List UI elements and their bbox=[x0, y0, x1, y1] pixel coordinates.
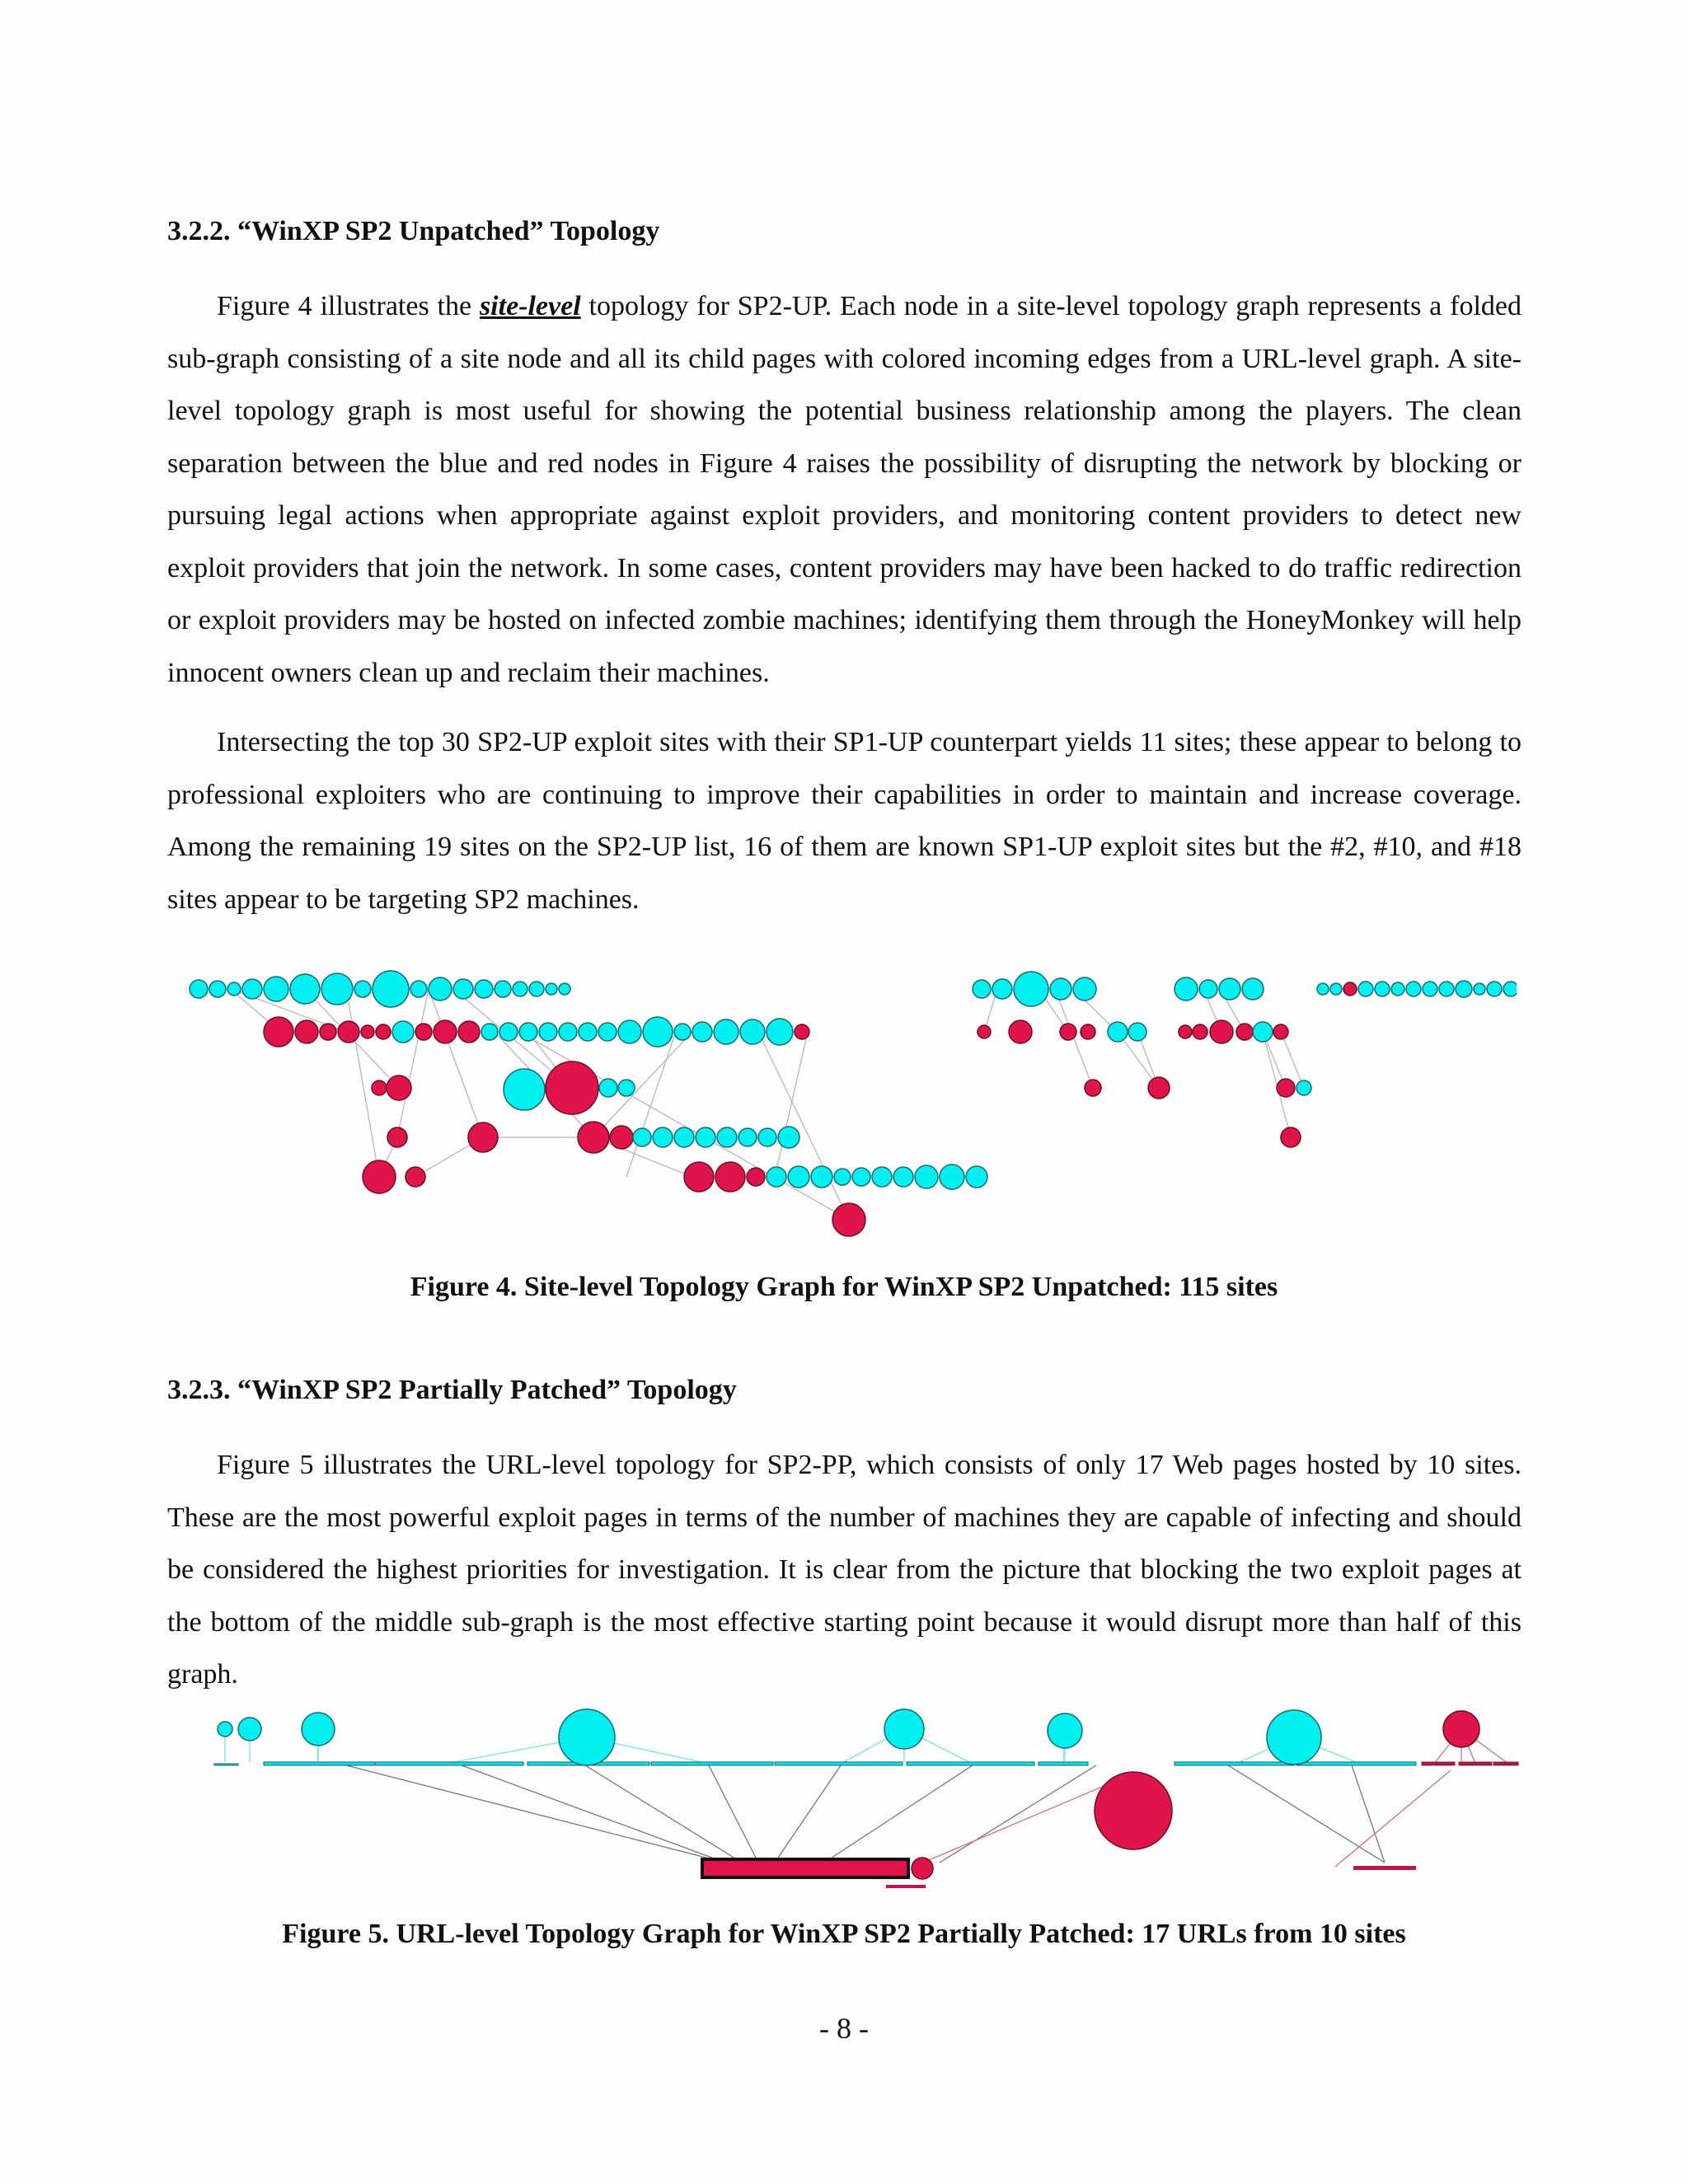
content-provider-node bbox=[811, 1166, 832, 1188]
url-page-bar bbox=[375, 1762, 523, 1765]
graph-edge bbox=[397, 989, 429, 1137]
content-provider-node bbox=[633, 1128, 651, 1146]
exploit-provider-node bbox=[415, 1024, 432, 1040]
exploit-provider-node bbox=[1210, 1020, 1233, 1043]
content-provider-node bbox=[1503, 982, 1517, 996]
content-provider-node bbox=[238, 1718, 261, 1741]
content-provider-node bbox=[653, 1127, 673, 1147]
exploit-provider-node bbox=[832, 1203, 865, 1236]
content-provider-node bbox=[1175, 977, 1198, 1001]
graph-edge bbox=[346, 1765, 725, 1863]
content-provider-node bbox=[740, 1019, 765, 1044]
exploit-provider-node bbox=[1179, 1025, 1192, 1038]
content-provider-node bbox=[579, 1023, 597, 1041]
content-provider-node bbox=[834, 1169, 851, 1185]
content-provider-node bbox=[1242, 978, 1264, 1000]
paragraph-3-2-2-2: Intersecting the top 30 SP2-UP exploit sites with their SP1-UP counterpart yields 11 sites; these appear to belong to professional exploiters who are continuing to improve their capabilities in order to maintain and increase coverage. Among the remaining 19 sites on the SP2-UP list, 16 of them are known SP1-UP exploit sites but the #2, #10, and #18 sites appear to be targeting SP2 machines. bbox=[167, 727, 1522, 915]
exploit-provider-node bbox=[1236, 1024, 1253, 1040]
content-provider-node bbox=[1474, 983, 1485, 995]
content-provider-node bbox=[1330, 983, 1342, 995]
exploit-provider-node bbox=[1343, 982, 1357, 996]
exploit-provider-node bbox=[1148, 1077, 1170, 1099]
url-page-bar bbox=[264, 1762, 375, 1765]
content-provider-node bbox=[1073, 977, 1096, 1001]
content-provider-node bbox=[696, 1127, 715, 1147]
content-provider-node bbox=[872, 1167, 892, 1187]
exploit-provider-node bbox=[1081, 1024, 1095, 1039]
url-page-bar bbox=[907, 1762, 1034, 1765]
content-provider-node bbox=[1219, 978, 1240, 1000]
content-provider-node bbox=[392, 1021, 414, 1043]
graph-edge bbox=[775, 1765, 841, 1863]
content-provider-node bbox=[499, 1023, 518, 1041]
content-provider-node bbox=[1317, 983, 1329, 995]
section-heading-3-2-3: 3.2.3. “WinXP SP2 Partially Patched” Topology bbox=[167, 1375, 737, 1405]
content-provider-node bbox=[1456, 981, 1472, 997]
url-page-bar bbox=[886, 1885, 926, 1888]
content-provider-node bbox=[190, 980, 208, 998]
url-page-bar bbox=[651, 1762, 773, 1765]
page-number: - 8 - bbox=[819, 2012, 869, 2045]
exploit-provider-node bbox=[1277, 1079, 1295, 1097]
content-provider-node bbox=[1050, 978, 1071, 1000]
exploit-provider-node bbox=[578, 1122, 609, 1153]
content-provider-node bbox=[973, 980, 991, 998]
graph-edge bbox=[758, 1032, 849, 1220]
exploit-provider-node bbox=[1085, 1080, 1101, 1096]
content-provider-node bbox=[209, 981, 226, 997]
content-provider-node bbox=[354, 981, 371, 997]
exploit-provider-node bbox=[546, 1062, 598, 1114]
content-provider-node bbox=[767, 1167, 786, 1187]
content-provider-node bbox=[618, 1020, 641, 1043]
content-provider-node bbox=[529, 982, 544, 996]
content-provider-node bbox=[495, 981, 511, 997]
graph-edge bbox=[429, 989, 483, 1137]
exploit-provider-node bbox=[1095, 1772, 1172, 1849]
figure-5-caption: Figure 5. URL-level Topology Graph for WinXP SP2 Partially Patched: 17 URLs from 10 sites bbox=[282, 1919, 1406, 1949]
url-page-bar bbox=[775, 1762, 903, 1765]
content-provider-node bbox=[643, 1017, 673, 1047]
exploit-provider-node bbox=[458, 1021, 480, 1043]
content-provider-node bbox=[992, 979, 1012, 999]
exploit-provider-node bbox=[387, 1127, 407, 1147]
content-provider-node bbox=[481, 1024, 498, 1040]
exploit-page-block bbox=[702, 1859, 908, 1877]
content-provider-node bbox=[1108, 1022, 1128, 1042]
exploit-provider-node bbox=[715, 1162, 745, 1192]
content-provider-node bbox=[788, 1166, 809, 1188]
content-provider-node bbox=[373, 971, 409, 1007]
graph-edge bbox=[462, 1765, 725, 1863]
exploit-provider-node bbox=[387, 1076, 411, 1100]
content-provider-node bbox=[321, 973, 353, 1005]
content-provider-node bbox=[475, 980, 493, 998]
exploit-provider-node bbox=[1060, 1024, 1076, 1040]
url-page-bar bbox=[1422, 1762, 1455, 1765]
exploit-provider-node bbox=[747, 1168, 765, 1186]
paragraph-3-2-3-1: Figure 5 illustrates the URL-level topology for SP2-PP, which consists of only 17 Web pages hosted by 10 sites. These are the most powerful exploit pages in terms of the number of machines they are capable of infecting and should be considered the highest priorities for investigation. It is clear from the picture that blocking the two exploit pages at the bottom of the middle sub-graph is the most effective starting point because it would disrupt more than half of this graph. bbox=[167, 1450, 1522, 1690]
content-provider-node bbox=[1128, 1023, 1146, 1041]
graph-edge bbox=[775, 1032, 808, 1177]
figure-5-url-topology-graph bbox=[198, 1698, 1533, 1896]
content-provider-node bbox=[453, 979, 473, 999]
content-provider-node bbox=[1267, 1710, 1321, 1765]
url-page-bar bbox=[1039, 1762, 1088, 1765]
exploit-provider-node bbox=[978, 1025, 991, 1038]
content-provider-node bbox=[940, 1165, 964, 1189]
content-provider-node bbox=[429, 977, 452, 1001]
content-provider-node bbox=[884, 1709, 924, 1749]
content-provider-node bbox=[504, 1069, 545, 1110]
url-page-bar bbox=[1175, 1762, 1294, 1765]
content-provider-node bbox=[717, 1127, 737, 1147]
exploit-provider-node bbox=[320, 1024, 336, 1040]
content-provider-node bbox=[1391, 982, 1404, 996]
content-provider-node bbox=[714, 1019, 738, 1044]
exploit-provider-node bbox=[468, 1122, 498, 1152]
content-provider-node bbox=[598, 1023, 617, 1041]
exploit-provider-node bbox=[912, 1858, 933, 1879]
exploit-provider-node bbox=[434, 1020, 457, 1043]
exploit-provider-node bbox=[376, 1024, 391, 1039]
exploit-provider-node bbox=[684, 1162, 714, 1192]
content-provider-node bbox=[618, 1080, 635, 1096]
exploit-provider-node bbox=[1273, 1024, 1288, 1039]
content-provider-node bbox=[692, 1022, 712, 1042]
content-provider-node bbox=[513, 982, 528, 996]
content-provider-node bbox=[674, 1127, 694, 1147]
content-provider-node bbox=[559, 983, 570, 995]
section-heading-3-2-2: 3.2.2. “WinXP SP2 Unpatched” Topology bbox=[167, 216, 660, 246]
exploit-provider-node bbox=[1281, 1127, 1301, 1147]
graph-edge bbox=[1352, 1765, 1385, 1863]
content-provider-node bbox=[1199, 980, 1217, 998]
content-provider-node bbox=[852, 1168, 870, 1186]
content-provider-node bbox=[915, 1165, 938, 1188]
content-provider-node bbox=[1014, 972, 1048, 1006]
graph-edge bbox=[626, 1032, 676, 1177]
content-provider-node bbox=[1375, 982, 1390, 996]
content-provider-node bbox=[539, 1023, 557, 1041]
content-provider-node bbox=[738, 1128, 757, 1146]
content-provider-node bbox=[559, 1023, 577, 1041]
exploit-provider-node bbox=[361, 1025, 374, 1038]
content-provider-node bbox=[893, 1167, 913, 1187]
content-provider-node bbox=[302, 1713, 335, 1746]
paragraph-3-2-2-1: Figure 4 illustrates the site-level topology for SP2-UP. Each node in a site-level topology graph represents a folded sub-graph consisting of a site node and all its child pages with colored incoming edges from a URL-level graph. A site-level topology graph is most useful for showing the potential business relationship among the players. The clean separation between the blue and red nodes in Figure 4 raises the possibility of disrupting the network by blocking or pursuing legal actions when appropriate against exploit providers, and monitoring content providers to detect new exploit providers that join the network. In some cases, content providers may have been hacked to do traffic redirection or exploit providers may be hosted on infected zombie machines; identifying them through the HoneyMonkey will help innocent owners clean up and reclaim their machines. bbox=[167, 291, 1522, 688]
content-provider-node bbox=[1048, 1713, 1082, 1748]
exploit-provider-node bbox=[406, 1167, 425, 1187]
exploit-provider-node bbox=[610, 1126, 633, 1149]
exploit-provider-node bbox=[295, 1020, 318, 1043]
content-provider-node bbox=[966, 1166, 987, 1188]
content-provider-node bbox=[546, 983, 557, 995]
url-page-bar bbox=[214, 1764, 238, 1765]
content-provider-node bbox=[674, 1024, 691, 1040]
url-page-bar bbox=[1353, 1866, 1416, 1870]
url-page-bar bbox=[1296, 1762, 1416, 1765]
graph-edge bbox=[940, 1765, 1096, 1863]
exploit-provider-node bbox=[372, 1080, 387, 1095]
content-provider-node bbox=[1439, 982, 1454, 996]
content-provider-node bbox=[410, 981, 427, 997]
content-provider-node bbox=[218, 1722, 232, 1736]
content-provider-node bbox=[519, 1023, 537, 1041]
exploit-provider-node bbox=[1443, 1711, 1479, 1747]
content-provider-node bbox=[264, 977, 288, 1001]
content-provider-node bbox=[758, 1128, 776, 1146]
emphasis-site-level: site-level bbox=[479, 291, 581, 321]
graph-edge bbox=[1335, 1770, 1451, 1867]
content-provider-node bbox=[559, 1709, 615, 1765]
exploit-provider-node bbox=[338, 1021, 359, 1043]
figure-4-site-topology-graph bbox=[181, 956, 1517, 1244]
graph-edge bbox=[1228, 1765, 1385, 1863]
exploit-provider-node bbox=[1009, 1020, 1032, 1043]
figure-4-caption: Figure 4. Site-level Topology Graph for WinXP SP2 Unpatched: 115 sites bbox=[410, 1272, 1278, 1302]
content-provider-node bbox=[599, 1079, 617, 1097]
graph-edge bbox=[824, 1765, 973, 1863]
url-page-bar bbox=[1459, 1762, 1492, 1765]
content-provider-node bbox=[1406, 982, 1421, 996]
exploit-provider-node bbox=[1193, 1024, 1207, 1039]
content-provider-node bbox=[1487, 982, 1502, 996]
url-page-bar bbox=[1493, 1762, 1518, 1765]
exploit-provider-node bbox=[363, 1160, 396, 1193]
exploit-provider-node bbox=[795, 1024, 809, 1039]
graph-edge bbox=[585, 1765, 742, 1863]
content-provider-node bbox=[1358, 982, 1373, 996]
content-provider-node bbox=[227, 982, 241, 996]
content-provider-node bbox=[1296, 1080, 1311, 1095]
content-provider-node bbox=[767, 1019, 793, 1045]
content-provider-node bbox=[1423, 982, 1437, 996]
graph-edge bbox=[519, 1032, 849, 1220]
content-provider-node bbox=[778, 1127, 799, 1148]
exploit-provider-node bbox=[264, 1017, 293, 1047]
content-provider-node bbox=[1253, 1022, 1273, 1042]
graph-edge bbox=[709, 1765, 758, 1863]
content-provider-node bbox=[290, 974, 320, 1004]
content-provider-node bbox=[242, 979, 262, 999]
